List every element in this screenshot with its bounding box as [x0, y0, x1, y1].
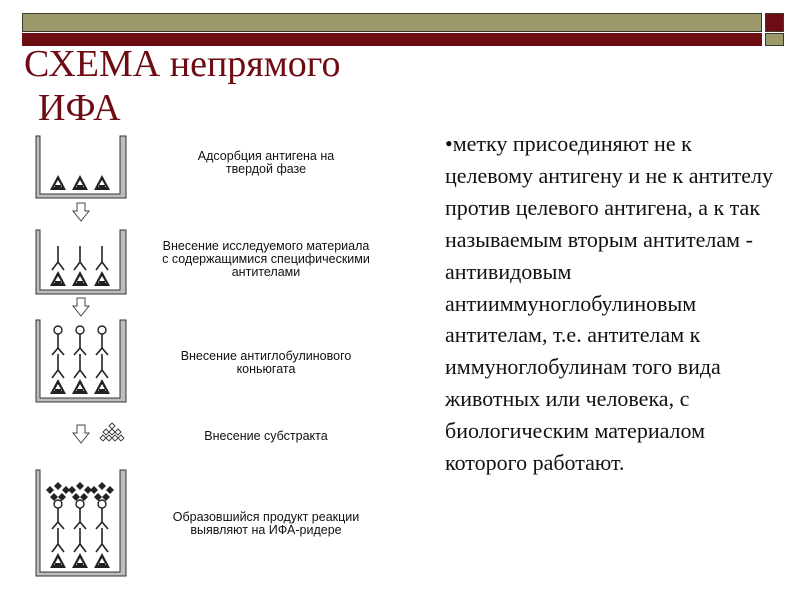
- arrow-3: [73, 425, 89, 443]
- arrow-1: [73, 203, 89, 221]
- well-5: [36, 470, 126, 576]
- step-4-label: Внесение субстракта: [204, 429, 328, 443]
- arrow-2: [73, 298, 89, 316]
- well-3: [36, 320, 126, 402]
- slide-body-text: •метку присоединяют не к целевому антигену и не к антителу против целевого антигена, а к так называемым вторым антителам - антивидовым антииммуноглобулиновым антителам, т.е. антителам к иммуноглобулинам того вида животных или человека, с биологическим материалом которого работают.: [445, 131, 774, 476]
- step-1-label: Адсорбция антигена на твердой фазе: [197, 149, 335, 176]
- slide-title-line1: СХЕМА непрямого: [24, 43, 341, 85]
- well-2: [36, 230, 126, 294]
- step-2-label: Внесение исследуемого материала с содержащимися специфическими антителами: [162, 239, 370, 279]
- slide-title-line2: ИФА: [38, 87, 121, 129]
- step-3-label: Внесение антиглобулинового коньюгата: [180, 349, 352, 376]
- step-5-label: Образовшийся продукт реакции выявляют на ИФА-ридере: [172, 510, 360, 537]
- well-1: [36, 136, 126, 198]
- substrate-icon: [100, 423, 124, 441]
